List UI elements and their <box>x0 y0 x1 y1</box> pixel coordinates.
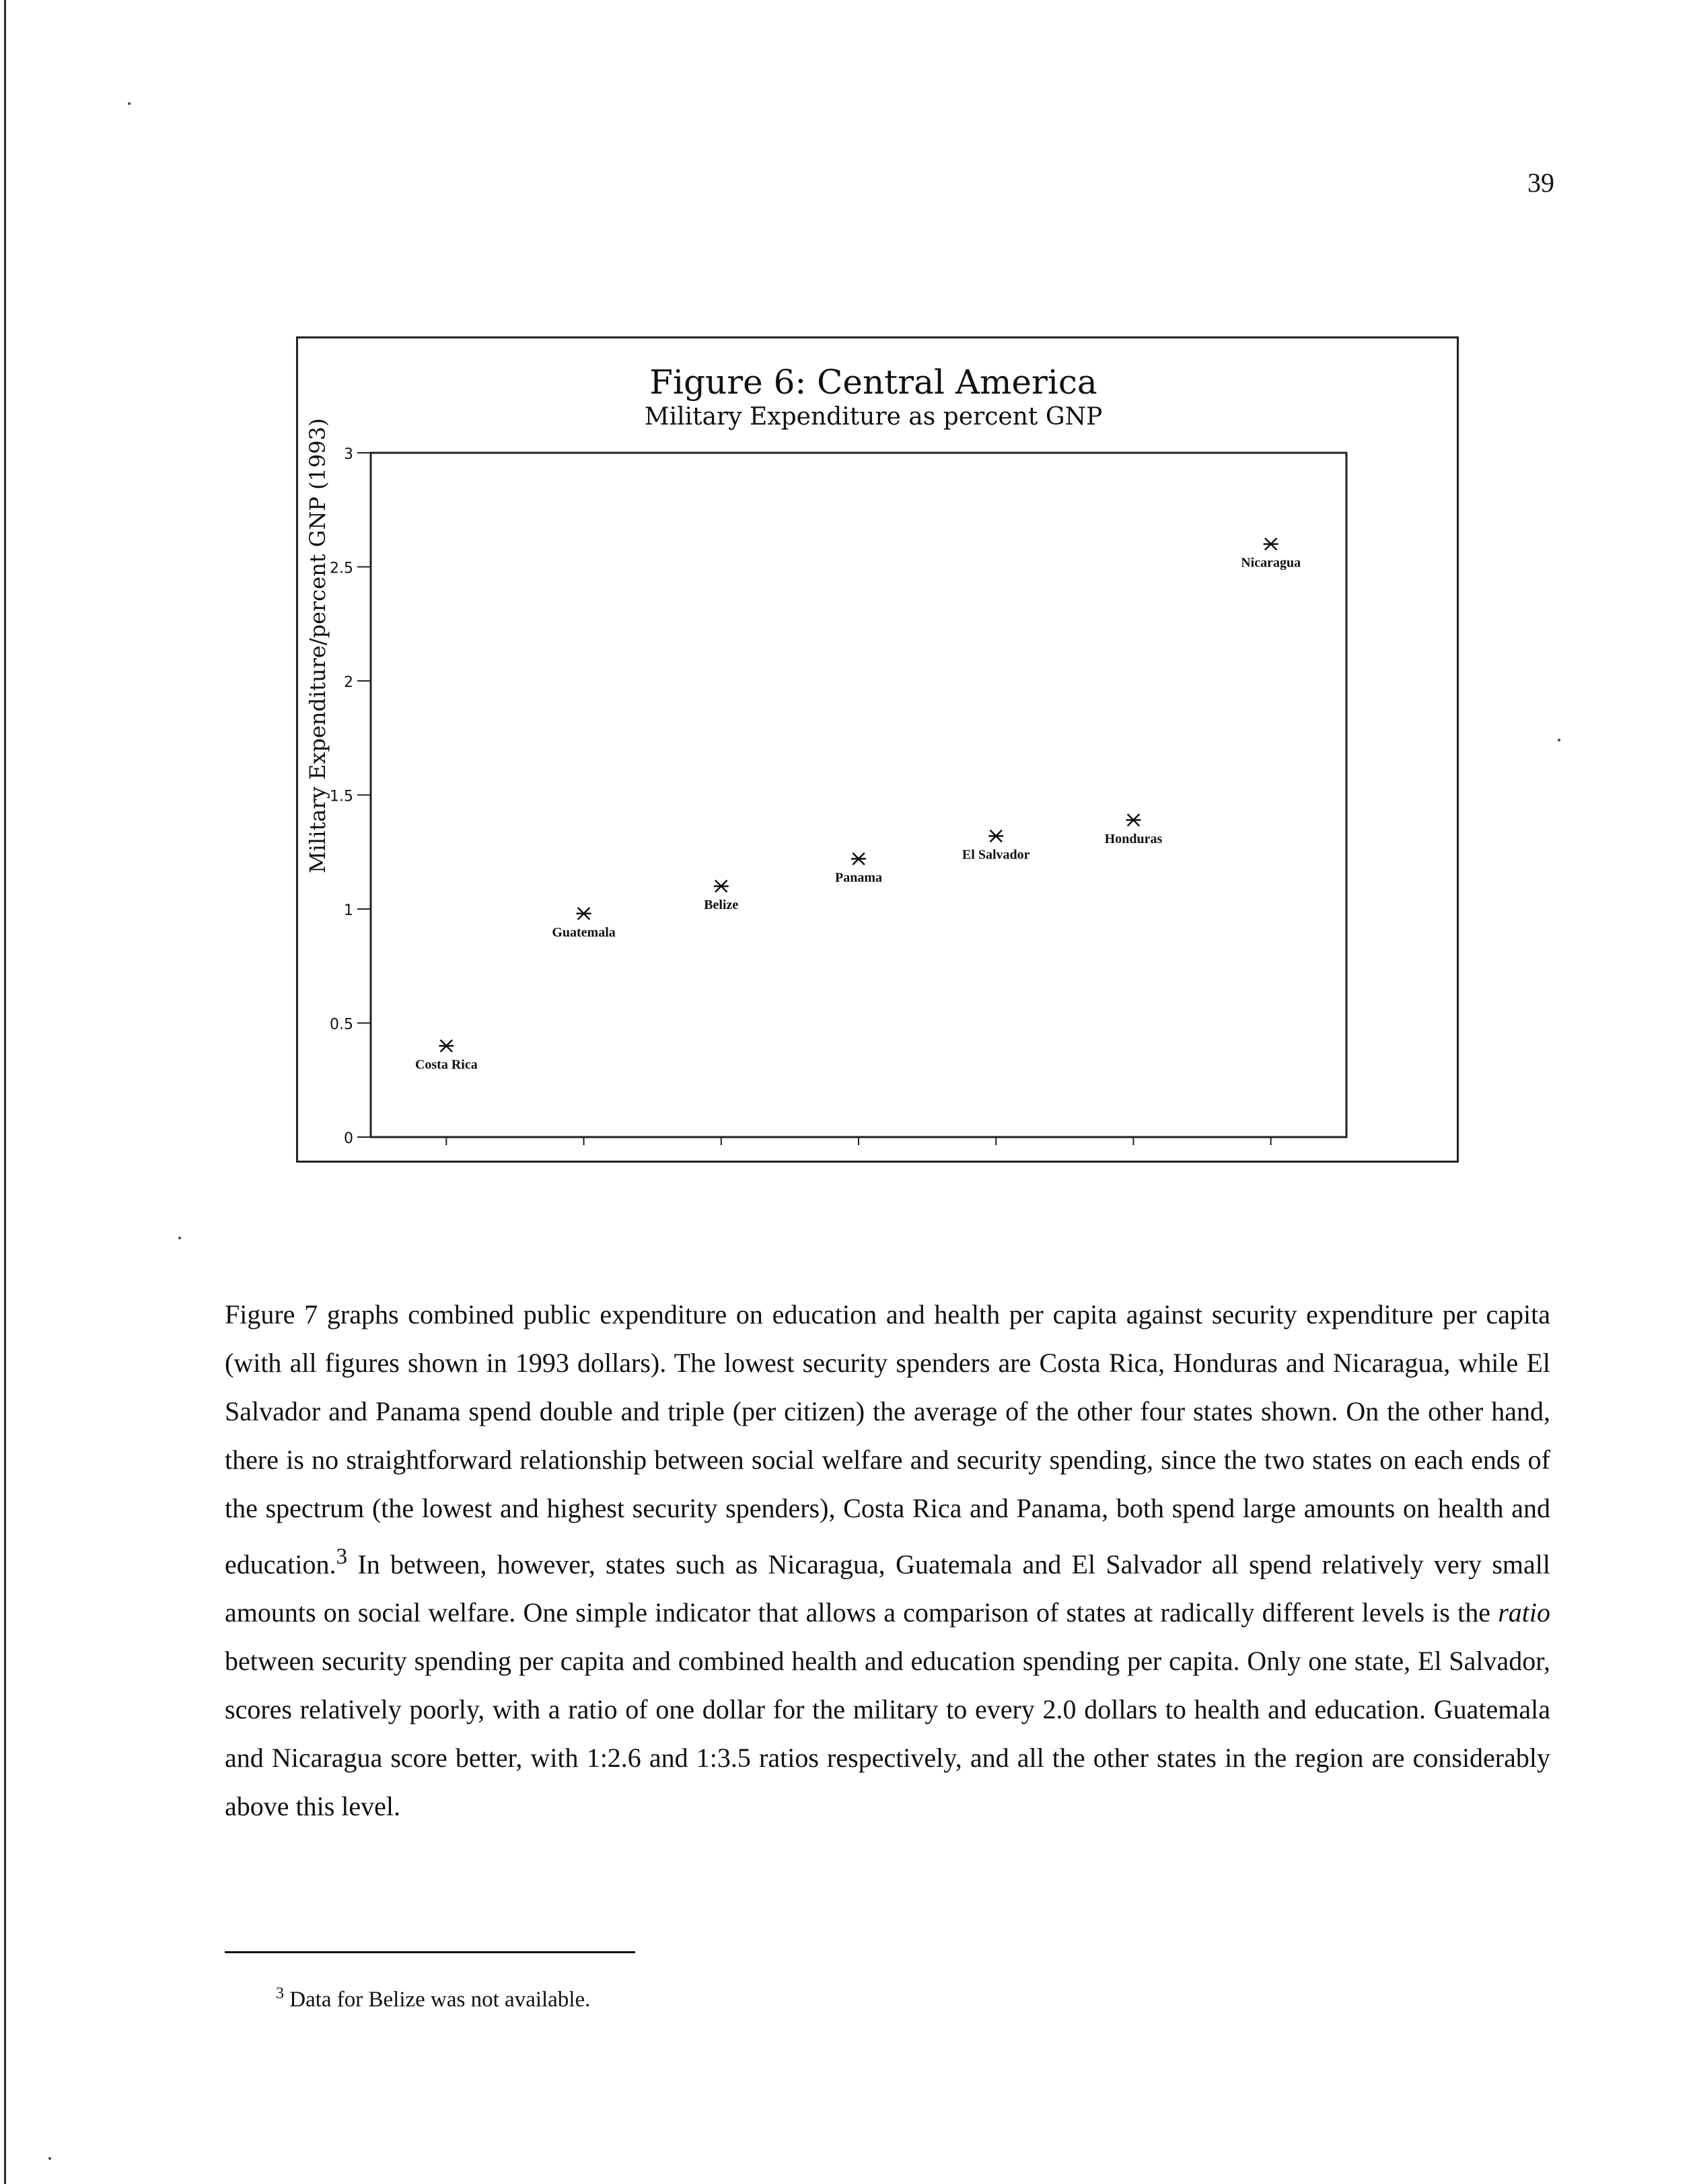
y-tick-label: 2.5 <box>330 560 353 577</box>
paragraph-part-2: In between, however, states such as Nicaragua, Guatemala and El Salvador all spend relatively very small amounts on social welfare. One simple indicator that allows a comparison of states at radically different levels is the <box>225 1549 1550 1628</box>
footnote-mark: 3 <box>276 1985 284 2002</box>
data-point-costa-rica <box>415 1040 478 1072</box>
x-axis <box>446 1137 1270 1145</box>
data-point-el-salvador <box>962 830 1030 863</box>
point-label: Honduras <box>1104 831 1163 846</box>
y-tick-label: 0 <box>344 1130 353 1147</box>
point-label: Guatemala <box>552 924 616 940</box>
data-point-guatemala <box>552 908 615 940</box>
data-point-panama <box>835 853 882 885</box>
scatter-chart <box>298 338 1457 1161</box>
footnote-reference: 3 <box>336 1544 348 1569</box>
point-label: Nicaragua <box>1241 555 1301 571</box>
y-tick-label: 2 <box>344 674 353 691</box>
y-tick-label: 1.5 <box>330 788 353 805</box>
footnote-separator <box>225 1951 635 1953</box>
footnote <box>276 1985 590 2012</box>
data-points <box>415 538 1301 1072</box>
speck <box>128 102 131 105</box>
page-number: 39 <box>1527 168 1554 198</box>
body-paragraph <box>225 1290 1550 1831</box>
speck <box>178 1237 181 1239</box>
point-label: Costa Rica <box>414 1057 478 1072</box>
figure-6-frame <box>296 336 1459 1163</box>
point-label: Panama <box>835 870 882 885</box>
paragraph-italic-word: ratio <box>1498 1597 1550 1628</box>
speck <box>1558 739 1560 741</box>
data-point-belize <box>704 880 738 912</box>
chart-title: Figure 6: Central America <box>649 363 1097 402</box>
speck <box>48 2157 51 2160</box>
left-binding-edge <box>4 0 6 2184</box>
y-tick-label: 3 <box>344 446 353 463</box>
data-point-nicaragua <box>1241 538 1301 571</box>
y-axis-label: Military Expenditure/percent GNP (1993) <box>305 418 330 873</box>
paragraph-part-3: between security spending per capita and combined health and education spending per capita. Only one state, El Salvador, scores relatively poorly, with a ratio of one dollar for the military to every 2.0 dollars to health and education. Guatemala and Nicaragua score better, with 1:2.6 and 1:3.5 ratios respectively, and all the other states in the region are considerably above this level. <box>225 1646 1550 1822</box>
y-axis <box>330 446 371 1147</box>
footnote-text: Data for Belize was not available. <box>289 1988 591 2012</box>
y-tick-label: 0.5 <box>330 1016 353 1033</box>
point-label: Belize <box>704 898 739 913</box>
chart-subtitle: Military Expenditure as percent GNP <box>644 403 1103 431</box>
data-point-honduras <box>1105 814 1163 846</box>
y-tick-label: 1 <box>344 902 353 919</box>
plot-area-border <box>371 453 1346 1137</box>
paragraph-part-1: Figure 7 graphs combined public expenditure on education and health per capita against security expenditure per capita (with all figures shown in 1993 dollars). The lowest security spenders are Costa Rica, Honduras and Nicaragua, while El Salvador and Panama spend double and triple (per citizen) the average of the other four states shown. On the other hand, there is no straightforward relationship between social welfare and security spending, since the two states on each ends of the spectrum (the lowest and highest security spenders), Costa Rica and Panama, both spend large amounts on health and education. <box>225 1299 1550 1580</box>
point-label: El Salvador <box>962 847 1030 863</box>
